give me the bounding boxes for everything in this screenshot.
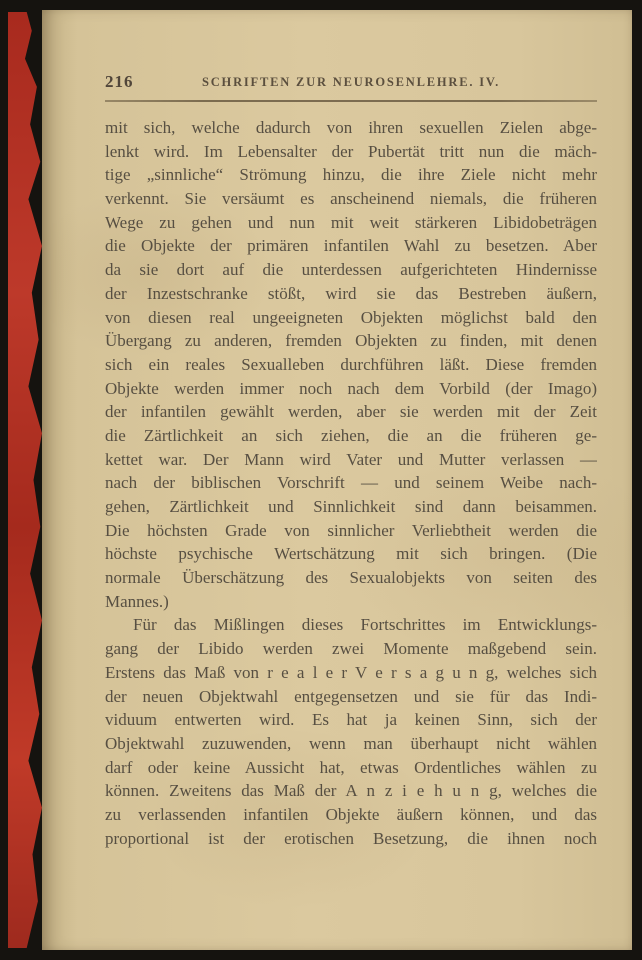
text-line: gehen, Zärtlichkeit und Sinnlichkeit sind dann beisammen. (105, 497, 597, 516)
text-line: die Zärtlichkeit an sich ziehen, die an die früheren ge- (105, 425, 597, 445)
text-line: mit sich, welche dadurch von ihren sexuellen Zielen abge- (105, 118, 597, 137)
text-line: von diesen real ungeeigneten Objekten möglichst bald den (105, 307, 597, 327)
text-line: der neuen Objektwahl entgegensetzen und sie für das Indi- (105, 686, 597, 706)
text-line: höchste psychische Wertschätzung mit sich bringen. (Die (105, 544, 597, 564)
text-line: verkennt. Sie versäumt es anscheinend niemals, die früheren (105, 189, 597, 209)
text-line: nach der biblischen Vorschrift — und seinem Weibe nach- (105, 473, 597, 493)
text-line: da sie dort auf die unterdessen aufgerichteten Hindernisse (105, 260, 597, 280)
page-paper (42, 10, 632, 950)
text-line: der infantilen gewählt werden, aber sie werden mit der Zeit (105, 402, 597, 422)
book-edge-red (8, 12, 42, 948)
text-line: Objekte werden immer noch nach dem Vorbild (der Imago) (105, 378, 597, 398)
text-line: gang der Libido werden zwei Momente maßgebend sein. (105, 639, 597, 659)
text-line: Wege zu gehen und nun mit weit stärkeren Libidobeträgen (105, 212, 597, 232)
text-line: zu verlassenden infantilen Objekte äußern können, und das (105, 804, 597, 824)
text-line: Objektwahl zuzuwenden, wenn man überhaupt nicht wählen (105, 733, 597, 753)
text-line: tige „sinnliche“ Strömung hinzu, die ihre Ziele nicht mehr (105, 165, 597, 185)
text-line: die Objekte der primären infantilen Wahl zu besetzen. Aber (105, 236, 597, 256)
text-line: sich ein reales Sexualleben durchführen läßt. Diese fremden (105, 354, 597, 374)
text-line: Übergang zu anderen, fremden Objekten zu finden, mit denen (105, 331, 597, 351)
text-line: Mannes.) (105, 591, 169, 611)
text-line: proportional ist der erotischen Besetzung, die ihnen noch (105, 828, 597, 848)
text-line: lenkt wird. Im Lebensalter der Pubertät tritt nun die mäch- (105, 141, 597, 161)
running-head-title: SCHRIFTEN ZUR NEUROSENLEHRE. IV. (201, 75, 501, 89)
text-line: der Inzestschranke stößt, wird sie das Bestreben äußern, (105, 283, 597, 303)
text-line: Die höchsten Grade von sinnlicher Verliebtheit werden die (105, 520, 597, 540)
text-line: Erstens das Maß von r e a l e r V e r s a g u n g, welches sich (105, 662, 597, 682)
text-line: kettet war. Der Mann wird Vater und Mutter verlassen — (105, 449, 597, 469)
text-line: darf oder keine Aussicht hat, etwas Ordentliches wählen zu (105, 757, 597, 777)
page-number: 216 (105, 72, 134, 91)
text-line: können. Zweitens das Maß der A n z i e h u n g, welches die (105, 781, 597, 801)
text-line: viduum entwerten wird. Es hat ja keinen Sinn, sich der (105, 710, 597, 730)
page-header (105, 72, 597, 94)
text-line: Für das Mißlingen dieses Fortschrittes im Entwicklungs- (133, 615, 597, 635)
paragraph (105, 613, 597, 850)
text-line: normale Überschätzung des Sexualobjekts von seiten des (105, 568, 597, 588)
paragraph (105, 116, 597, 613)
text-block (105, 116, 597, 850)
header-rule (105, 100, 597, 102)
